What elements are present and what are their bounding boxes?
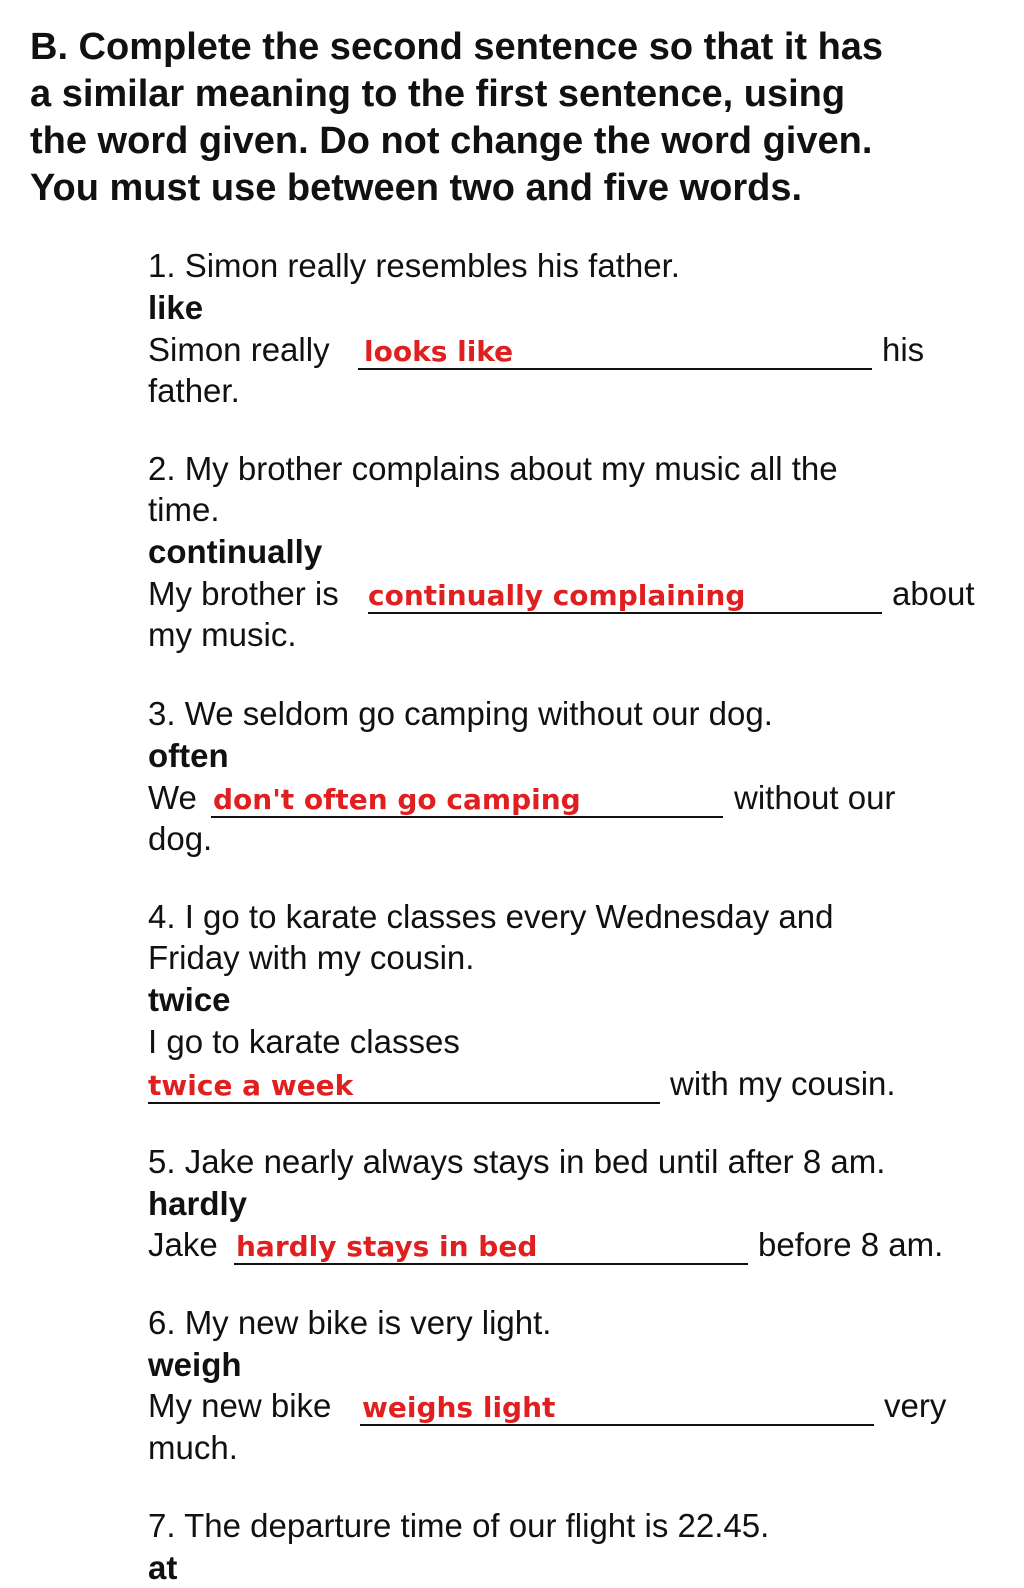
item-2-tail: my music. bbox=[148, 616, 297, 653]
item-3-tail: dog. bbox=[148, 820, 213, 857]
item-6-key-word: weigh bbox=[148, 1346, 242, 1383]
item-3-after: without our bbox=[734, 779, 896, 816]
item-6-after: very bbox=[884, 1387, 947, 1424]
heading-line: the word given. Do not change the word given. bbox=[30, 120, 873, 162]
item-1-key-word: like bbox=[148, 289, 204, 326]
item-2-key-word: continually bbox=[148, 533, 323, 570]
item-4-sentence: Friday with my cousin. bbox=[148, 939, 475, 976]
exercise-heading bbox=[30, 24, 1010, 212]
item-1-tail: father. bbox=[148, 372, 240, 409]
item-6-answer: weighs light bbox=[362, 1391, 556, 1424]
heading-line: a similar meaning to the first sentence, using bbox=[30, 73, 846, 115]
item-6-answer-blank[interactable] bbox=[360, 1386, 874, 1426]
item-4-sentence: 4. I go to karate classes every Wednesday and bbox=[148, 898, 834, 935]
item-7-sentence: 7. The departure time of our flight is 22.45. bbox=[148, 1507, 770, 1544]
item-4-prompt: I go to karate classes bbox=[148, 1023, 460, 1060]
item-4-key-word: twice bbox=[148, 981, 231, 1018]
item-6-prompt: My new bike bbox=[148, 1387, 332, 1424]
item-5-key-word: hardly bbox=[148, 1185, 248, 1222]
item-5-sentence: 5. Jake nearly always stays in bed until after 8 am. bbox=[148, 1143, 886, 1180]
item-1-sentence: 1. Simon really resembles his father. bbox=[148, 247, 680, 284]
item-2-sentence: time. bbox=[148, 491, 220, 528]
item-2-answer: continually complaining bbox=[368, 579, 746, 612]
item-6-sentence: 6. My new bike is very light. bbox=[148, 1304, 552, 1341]
item-6-tail: much. bbox=[148, 1429, 238, 1466]
heading-line: You must use between two and five words. bbox=[30, 167, 803, 209]
item-3-prompt: We bbox=[148, 779, 197, 816]
item-3-answer: don't often go camping bbox=[213, 783, 581, 816]
item-2-answer-blank[interactable] bbox=[368, 574, 882, 614]
item-1-answer-blank[interactable] bbox=[358, 330, 872, 370]
item-2-after: about bbox=[892, 575, 975, 612]
item-5-answer: hardly stays in bed bbox=[236, 1230, 538, 1263]
item-4-answer: twice a week bbox=[148, 1069, 354, 1102]
item-1-prompt: Simon really bbox=[148, 331, 330, 368]
item-4-answer-blank[interactable] bbox=[148, 1064, 660, 1104]
item-3-key-word: often bbox=[148, 737, 229, 774]
item-1-after: his bbox=[882, 331, 925, 368]
item-4-after: with my cousin. bbox=[670, 1065, 896, 1102]
item-2-sentence: 2. My brother complains about my music all the bbox=[148, 450, 838, 487]
item-5-prompt: Jake bbox=[148, 1226, 218, 1263]
item-1-answer: looks like bbox=[364, 335, 514, 368]
item-3-sentence: 3. We seldom go camping without our dog. bbox=[148, 695, 773, 732]
heading-line: B. Complete the second sentence so that it has bbox=[30, 26, 884, 68]
item-5-answer-blank[interactable] bbox=[234, 1225, 748, 1265]
item-3-answer-blank[interactable] bbox=[211, 778, 723, 818]
item-5-after: before 8 am. bbox=[758, 1226, 944, 1263]
item-2-prompt: My brother is bbox=[148, 575, 339, 612]
item-7-key-word: at bbox=[148, 1549, 178, 1586]
